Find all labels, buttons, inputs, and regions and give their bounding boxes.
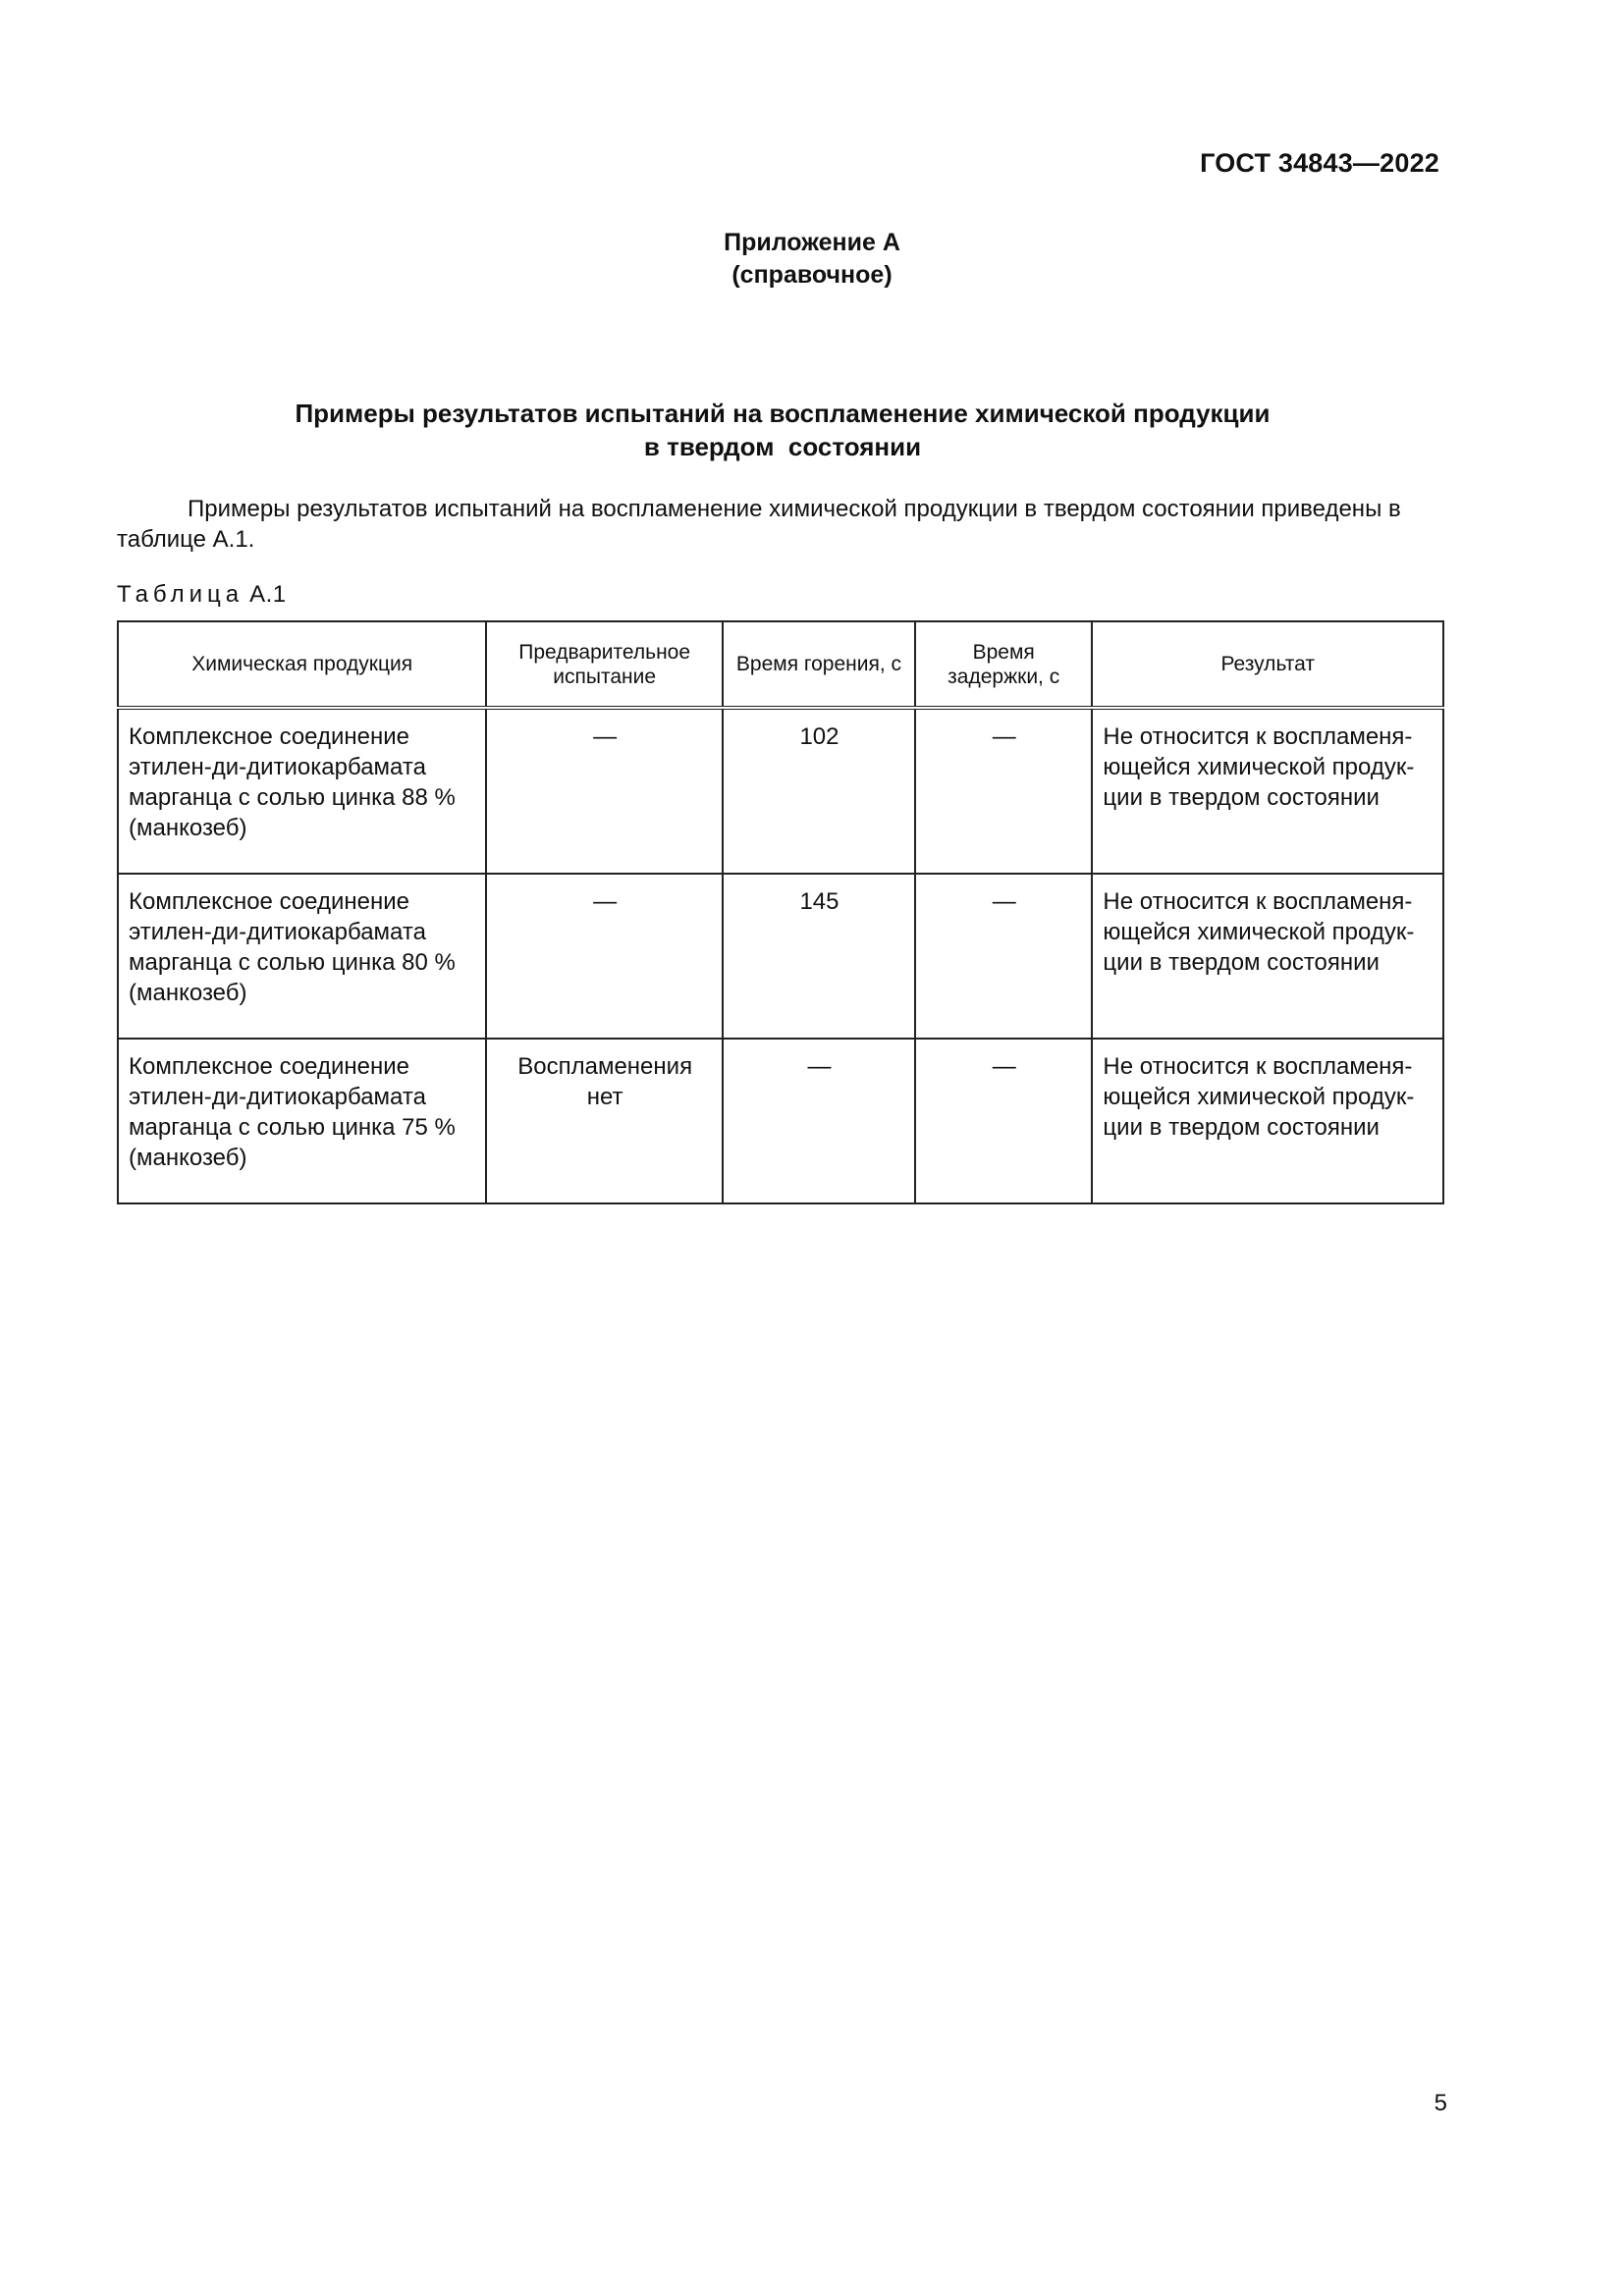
cell-burn-time: 102 [723, 708, 915, 874]
header-product: Химическая продукция [118, 621, 486, 708]
table-header-row [118, 621, 1443, 708]
results-table [117, 620, 1444, 1204]
table-caption-word: Таблица [117, 581, 244, 608]
cell-preliminary: — [486, 708, 723, 874]
section-title-line-2: в твердом состоянии [643, 432, 922, 461]
cell-product: Комплексное соединение этилен-ди-дитиокарбамата марганца с солью цинка 80 % (манкозеб) [118, 874, 486, 1039]
table-row [118, 874, 1443, 1039]
cell-result: Не относится к воспламеня-ющейся химической продук-ции в твердом состоянии [1092, 708, 1443, 874]
appendix-title: Приложение А [724, 229, 900, 256]
document-code: ГОСТ 34843—2022 [1200, 148, 1439, 178]
section-title [0, 397, 1565, 463]
header-delay-time: Время задержки, с [915, 621, 1092, 708]
header-result: Результат [1092, 621, 1443, 708]
header-preliminary-test: Предварительное испытание [486, 621, 723, 708]
cell-result: Не относится к воспламеня-ющейся химической продук-ции в твердом состоянии [1092, 874, 1443, 1039]
appendix-subtitle: (справочное) [731, 261, 893, 289]
cell-burn-time: 145 [723, 874, 915, 1039]
cell-product: Комплексное соединение этилен-ди-дитиокарбамата марганца с солью цинка 88 % (манкозеб) [118, 708, 486, 874]
cell-burn-time: — [723, 1039, 915, 1203]
cell-delay-time: — [915, 708, 1092, 874]
table-row [118, 708, 1443, 874]
cell-product: Комплексное соединение этилен-ди-дитиокарбамата марганца с солью цинка 75 % (манкозеб) [118, 1039, 486, 1203]
table-row [118, 1039, 1443, 1203]
cell-delay-time: — [915, 1039, 1092, 1203]
table-caption-number: А.1 [249, 581, 287, 608]
table-caption [117, 581, 287, 609]
header-burn-time: Время горения, с [723, 621, 915, 708]
intro-paragraph: Примеры результатов испытаний на воспламенение химической продукции в твердом состоянии приведены в таблице А.1. [117, 496, 1401, 553]
section-title-line-1: Примеры результатов испытаний на воспламенение химической продукции [295, 399, 1271, 428]
cell-preliminary: — [486, 874, 723, 1039]
appendix-heading [0, 227, 1624, 292]
page-number: 5 [1434, 2090, 1447, 2116]
cell-result: Не относится к воспламеня-ющейся химической продук-ции в твердом состоянии [1092, 1039, 1443, 1203]
cell-delay-time: — [915, 874, 1092, 1039]
cell-preliminary: Воспламенения нет [486, 1039, 723, 1203]
